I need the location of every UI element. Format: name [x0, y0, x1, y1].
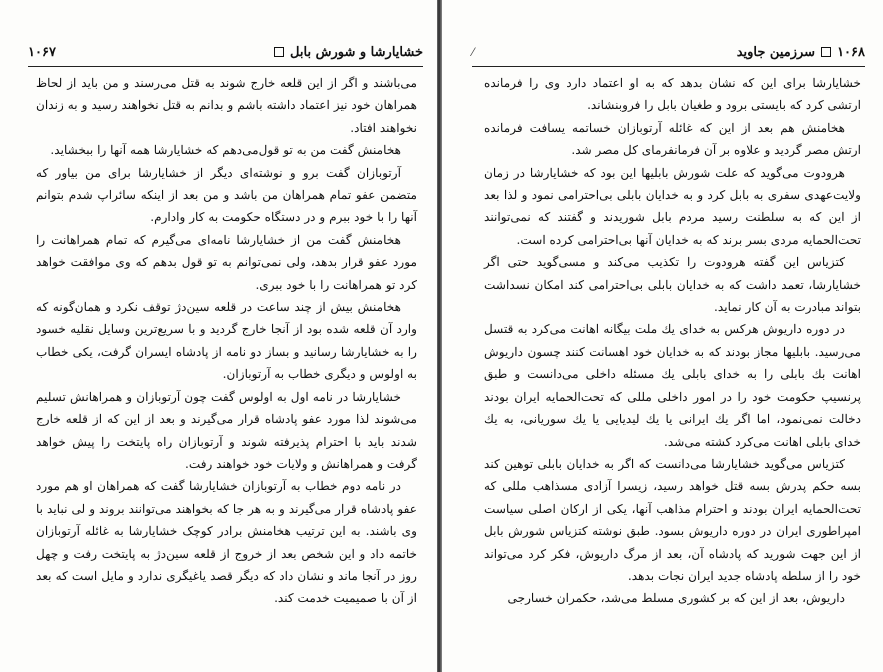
paragraph: می‌باشند و اگر از این قلعه خارج شوند به قتل می‌رسند و من باید از لحاظ همراهان خود نیز اعتماد داشته باشم و بدانم به قتل نخواهند رسید و به زندان نخواهند افتاد. [36, 76, 417, 135]
paragraph: خشایارشا برای این که نشان بدهد که به او اعتماد دارد وی را فرمانده ارتشی کرد که بایستی برود و طغیان بابل را فروبنشاند. [484, 76, 861, 113]
page-number: ۱۰۶۸ [837, 44, 865, 60]
running-title [268, 45, 423, 60]
paragraph: در دوره داریوش هرکس به خدای یك ملت بیگانه اهانت می‌کرد به قتسل می‌رسید. بابلیها مجاز بودند که به خدایان خود اهسانت کنند چسون داریوش اهانت بك بابلی را به خدای بابلی یك مسئله داخلی می‌دانست و طبق پرنسیپ حکومت خود را در امور داخلی مللی که تحت‌الحمایه ایران بودند دخالت نمی‌نمود، اما اگر یك ایرانی یا یك لیدیایی یا یك سوریانی، به یك خدای بابلی اهانت می‌کرد کشته می‌شد. [484, 322, 861, 449]
header-rule [28, 66, 423, 67]
paragraph: خشایارشا در نامه اول به اولوس گفت چون آرتوبازان و همراهانش تسلیم می‌شوند لذا مورد عفو پادشاه قرار می‌گیرند و بعد از این که از قلعه خارج شدند باید با احترام پذیرفته شوند و آرتوبازان راه پایتخت را پیش خواهد گرفت و همراهانش و ولایات خود خواهند رفت. [36, 389, 417, 471]
paragraph: هرودوت می‌گوید که علت شورش بابلیها این بود که خشایارشا در زمان ولایت‌عهدی سفری به بابل کرد و به خدایان بابلی بی‌احترامی نمود و لذا بعد از این که به سلطنت رسید مردم بابل شوریدند و گفتند که نمی‌توانند تحت‌الحمایه مردی بسر برند که به خدایان آنها بی‌احترامی کرده است. [484, 165, 861, 247]
running-title-text: سرزمین جاوید [736, 44, 816, 60]
paragraph: داریوش، بعد از این که بر کشوری مسلط می‌شد، حکمران خسارجی [507, 591, 845, 606]
right-page [442, 0, 883, 672]
paragraph: هخامنش گفت من از خشایارشا نامه‌ای می‌گیرم که تمام همراهانت را مورد عفو قرار بدهد، ولی نمی‌توانم به تو قول بدهم که وی موافقت خواهد کرد تو همراهانت را با خود ببری. [36, 232, 417, 292]
square-ornament-icon [274, 47, 284, 57]
page-body [484, 72, 861, 610]
paragraph: در نامه دوم خطاب به آرتوبازان خشایارشا گفت که همراهان او هم مورد عفو پادشاه قرار می‌گیرند و به هر جا که بخواهند می‌توانند بروند و لی نباید با وی باشند. به این ترتیب هخامنش برادر کوچک خشایارشا به غائله آرتوبازان خاتمه داد و این شخص بعد از خروج از قلعه سین‌دژ به پایتخت رفت و چهل روز در آنجا ماند و نشان داد که دیگر قصد یاغیگری ندارد و مایل است که بعد از آن با صمیمیت خدمت کند. [36, 479, 417, 606]
paragraph: کتزیاس این گفته هرودوت را تکذیب می‌کند و مسی‌گوید حتی اگر خشایارشا، تعمد داشت که به خدایان بابلی بی‌احترامی کند امکان نسداشت بتواند مبادرت به آن کار نماید. [484, 255, 861, 315]
paragraph: هخامنش هم بعد از این که غائله آرتوبازان خساتمه یسافت فرمانده ارتش مصر گردید و علاوه بر آن فرمانفرمای کل مصر شد. [484, 120, 861, 158]
running-title-text: خشایارشا و شورش بابل [290, 44, 423, 60]
page-header [28, 40, 423, 64]
paragraph: هخامنش گفت من به تو قول‌می‌دهم که خشایارشا همه آنها را ببخشاید. [50, 143, 401, 158]
page-header [472, 40, 865, 64]
left-page [0, 0, 437, 672]
paragraph: هخامنش بیش از چند ساعت در قلعه سین‌دژ توقف نکرد و همان‌گونه که وارد آن قلعه شده بود از آنجا خارج گردید و با سریع‌ترین وسایل نقلیه خسود را به خشایارشا رسانید و بساز دو نامه از پادشاه ایسران گرفت، یکی خطاب به اولوس و دیگری خطاب به آرتوبازان. [36, 300, 417, 382]
header-rule [472, 66, 865, 67]
margin-mark: ⁄ [472, 45, 474, 59]
page-number: ۱۰۶۷ [28, 44, 56, 60]
square-ornament-icon [821, 47, 831, 57]
paragraph: کتزیاس می‌گوید خشایارشا می‌دانست که اگر به خدایان بابلی توهین کند بسه حکم پدرش بسه قتل خواهد رسید، زیسرا آزادی مسذاهب مللی که تحت‌الحمایه ایران بودند و احترام مذاهب آنها، یکی از ارکان اصلی سیاست امپراطوری ایران در دوره داریوش بسود. طبق نوشته کتزیاس شورش بابل از این جهت شورید که پادشاه آن، بعد از مرگ داریوش، فکر کرد می‌تواند خود را از سلطه پادشاه جدید ایران نجات بدهد. [484, 456, 861, 583]
page-body [36, 72, 417, 610]
running-title [737, 45, 865, 60]
paragraph: آرتوبازان گفت برو و نوشته‌ای دیگر از خشایارشا برای من بیاور که متضمن عفو تمام همراهان من باشد و من بعد از اینکه سائراپ شدم بتوانم آنها را با خود ببرم و در دستگاه حکومت به کار وادارم. [36, 165, 417, 225]
